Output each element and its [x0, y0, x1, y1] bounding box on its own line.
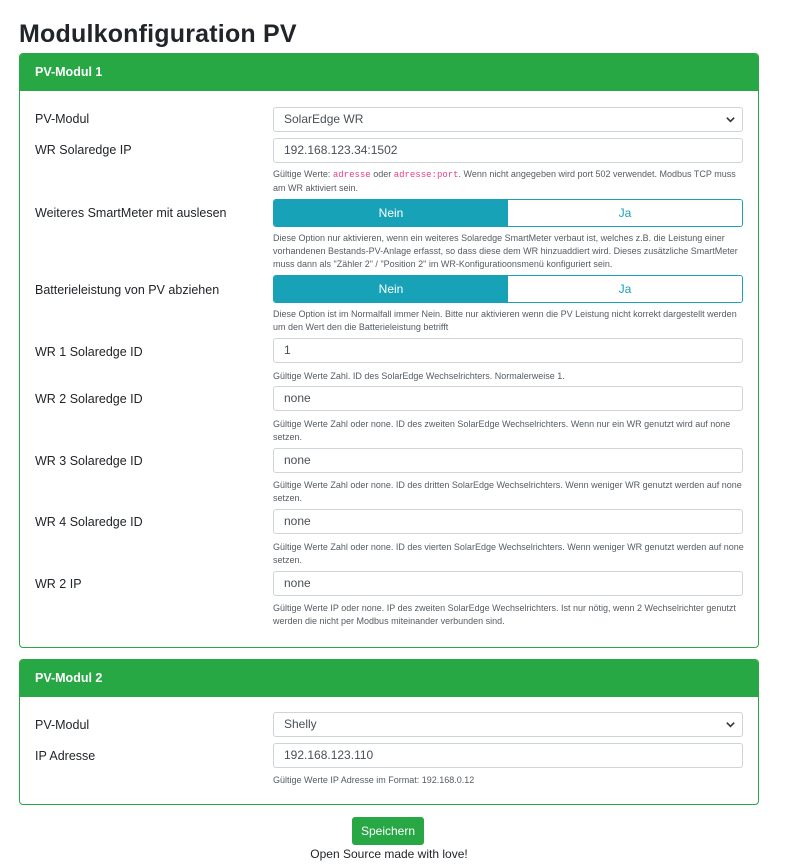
footer-text: Open Source made with love!	[310, 847, 468, 861]
battery-toggle	[273, 275, 743, 303]
wr2-id-help: Gültige Werte Zahl oder none. ID des zweiten SolarEdge Wechselrichters. Wenn nur ein WR genutzt wird auf none setzen.	[273, 419, 731, 442]
wr-solaredge-ip-help: Gültige Werte: adresse oder adresse:port. Wenn nicht angegeben wird port 502 verwendet. Modbus TCP muss am WR aktiviert sein.	[273, 169, 736, 193]
pv-module-2-card	[19, 659, 759, 805]
pv-module-select[interactable]	[273, 107, 743, 132]
pv-module-label: PV-Modul	[35, 112, 90, 126]
pv-module-2-label: PV-Modul	[35, 718, 90, 732]
wr3-id-input[interactable]: none	[273, 448, 743, 473]
pv-module-2-select-value: Shelly	[284, 717, 317, 731]
pv-module-1-header: PV-Modul 1	[20, 54, 758, 91]
pv-module-2-header: PV-Modul 2	[20, 660, 758, 697]
wr3-id-help: Gültige Werte Zahl oder none. ID des dritten SolarEdge Wechselrichters. Wenn weniger WR genutzt werden auf none setzen.	[273, 480, 742, 503]
battery-ja-button[interactable]: Ja	[508, 276, 742, 302]
wr-solaredge-ip-label: WR Solaredge IP	[35, 143, 132, 157]
wr4-id-input[interactable]: none	[273, 509, 743, 534]
battery-nein-button[interactable]: Nein	[274, 276, 508, 302]
smartmeter-toggle	[273, 199, 743, 227]
ip-address-help: Gültige Werte IP Adresse im Format: 192.168.0.12	[273, 775, 475, 785]
chevron-down-icon	[725, 719, 736, 730]
smartmeter-help: Diese Option nur aktivieren, wenn ein weiteres Solaredge SmartMeter verbaut ist, welches z.B. die Leistung einer vorhandenen Bestands-PV-Anlage erfasst, so dass diese dem WR hinzuaddiert wird. Dieses zusätzliche SmartMeter muss dann als "Zähler 2" / "Position 2" im WR-Konfiguratioonsmenü konfiguriert sein.	[273, 233, 738, 269]
battery-help: Diese Option ist im Normalfall immer Nein. Bitte nur aktivieren wenn die PV Leistung nicht korrekt dargestellt werden um den Wert den die Batterieleistung betrifft	[273, 309, 737, 332]
wr3-id-label: WR 3 Solaredge ID	[35, 454, 143, 468]
pv-module-1-card	[19, 53, 759, 648]
page-title: Modulkonfiguration PV	[19, 20, 297, 48]
ip-address-input[interactable]: 192.168.123.110	[273, 743, 743, 768]
chevron-down-icon	[725, 114, 736, 125]
wr1-id-label: WR 1 Solaredge ID	[35, 345, 143, 359]
pv-module-2-select[interactable]	[273, 712, 743, 737]
wr2-ip-input[interactable]: none	[273, 571, 743, 596]
wr2-id-input[interactable]: none	[273, 386, 743, 411]
wr2-ip-label: WR 2 IP	[35, 577, 82, 591]
wr2-ip-help: Gültige Werte IP oder none. IP des zweiten SolarEdge Wechselrichters. Ist nur nötig, wenn 2 Wechselrichter genutzt werden die nicht per Modbus miteinander verbunden sind.	[273, 603, 736, 626]
smartmeter-nein-button[interactable]: Nein	[274, 200, 508, 226]
wr4-id-help: Gültige Werte Zahl oder none. ID des vierten SolarEdge Wechselrichters. Wenn weniger WR genutzt werden auf none setzen.	[273, 542, 744, 565]
save-button[interactable]: Speichern	[352, 817, 424, 845]
wr1-id-input[interactable]: 1	[273, 338, 743, 363]
ip-address-label: IP Adresse	[35, 749, 96, 763]
pv-module-select-value: SolarEdge WR	[284, 112, 364, 126]
smartmeter-ja-button[interactable]: Ja	[508, 200, 742, 226]
wr4-id-label: WR 4 Solaredge ID	[35, 515, 143, 529]
wr-solaredge-ip-input[interactable]: 192.168.123.34:1502	[273, 138, 743, 163]
wr1-id-help: Gültige Werte Zahl. ID des SolarEdge Wechselrichters. Normalerweise 1.	[273, 371, 565, 381]
wr2-id-label: WR 2 Solaredge ID	[35, 392, 143, 406]
battery-label: Batterieleistung von PV abziehen	[35, 283, 220, 297]
smartmeter-label: Weiteres SmartMeter mit auslesen	[35, 206, 227, 220]
